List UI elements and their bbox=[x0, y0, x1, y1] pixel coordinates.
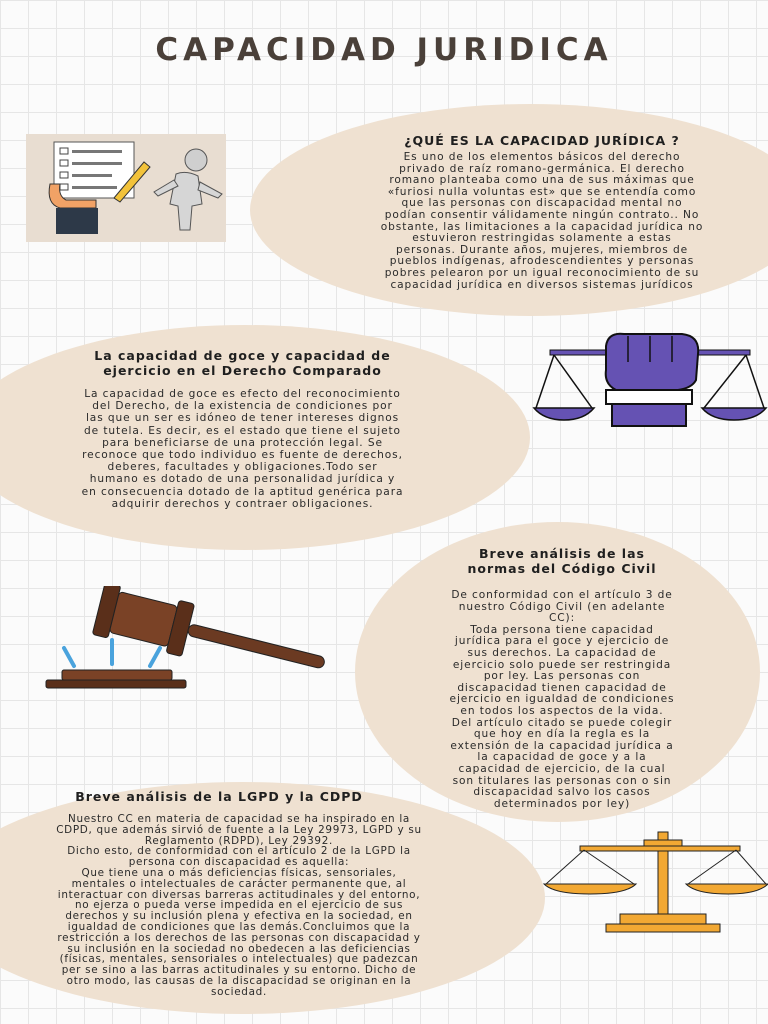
gavel-icon bbox=[40, 586, 340, 692]
section-heading: Breve análisis de la LGPD y la CDPD bbox=[75, 789, 363, 804]
checklist-person-icon bbox=[26, 134, 226, 242]
section-body: La capacidad de goce es efecto del reconocimiento del Derecho, de la existencia de condiciones por las que un ser es idóneo de tener intereses dignos de tutela. Es decir, es el estado que tiene el sujeto para beneficiarse de una protección legal. Se reconoce que todo individuo es fuente de derechos, deberes, facultades y obligaciones.Todo ser humano es dotado de una personalidad jurídica y en consecuencia dotado de la aptitud genérica para adquirir derechos y contraer obligaciones. bbox=[81, 388, 404, 510]
section-what-is bbox=[312, 133, 768, 291]
section-lgpd-cdpd bbox=[0, 789, 478, 998]
section-body: De conformidad con el artículo 3 de nuestro Código Civil (en adelante CC): Toda persona tiene capacidad jurídica para el goce y ejercicio de sus derechos. La capacidad de ejercicio solo puede ser restringida por ley. Las personas con discapacidad tienen capacidad de ejercicio en igualdad de condiciones en todos los aspectos de la vida. Del artículo citado se puede colegir que hoy en día la regla es la extensión de la capacidad jurídica a la capacidad de goce y a la capacidad de ejercicio, de la cual son titulares las personas con o sin discapacidad salvo los casos determinados por ley) bbox=[449, 589, 675, 810]
section-goce-ejercicio bbox=[0, 348, 485, 510]
section-codigo-civil bbox=[402, 546, 722, 810]
golden-scale-icon bbox=[540, 826, 768, 936]
page-title: CAPACIDAD JURIDICA bbox=[155, 32, 613, 68]
section-heading: Breve análisis de las normas del Código Civil bbox=[467, 546, 657, 576]
section-body: Nuestro CC en materia de capacidad se ha inspirado en la CDPD, que además sirvió de fuente a la Ley 29973, LGPD y su Reglamento (RDPD), Ley 29392. Dicho esto, de conformidad con el artículo 2 de la LGPD la persona con discapacidad es aquella: Que tiene una o más deficiencias físicas, sensoriales, mentales o intelectuales de carácter permanente que, al interactuar con diversas barreras actitudinales y del entorno, no ejerza o pueda verse impedida en el ejercicio de sus derechos y su inclusión plena y efectiva en la sociedad, en igualdad de condiciones que las demás.Concluimos que la restricción a los derechos de las personas con discapacidad y su inclusión en la sociedad no obedecen a las deficiencias (físicas, mentales, sensoriales o intelectuales) que padezcan per se sino a las barras actitudinales y su entorno. Dicho de otro modo, las causas de la discapacidad se originan en la sociedad. bbox=[56, 813, 422, 998]
justice-fist-scale-icon bbox=[532, 330, 768, 428]
section-body: Es uno de los elementos básicos del derecho privado de raíz romano-germánica. El derecho romano planteaba como una de sus máximas que «furiosi nulla voluntas est» que se entendía como que las personas con discapacidad mental no podían consentir válidamente ningún contrato.. No obstante, las limitaciones a la capacidad jurídica no estuvieron restringidas solamente a estas personas. Durante años, mujeres, miembros de pueblos indígenas, afrodescendientes y personas pobres pelearon por un igual reconocimiento de su capacidad jurídica en diversos sistemas jurídicos bbox=[380, 151, 704, 291]
section-heading: ¿QUÉ ES LA CAPACIDAD JURÍDICA ? bbox=[404, 133, 680, 148]
section-heading: La capacidad de goce y capacidad de ejercicio en el Derecho Comparado bbox=[94, 348, 391, 378]
